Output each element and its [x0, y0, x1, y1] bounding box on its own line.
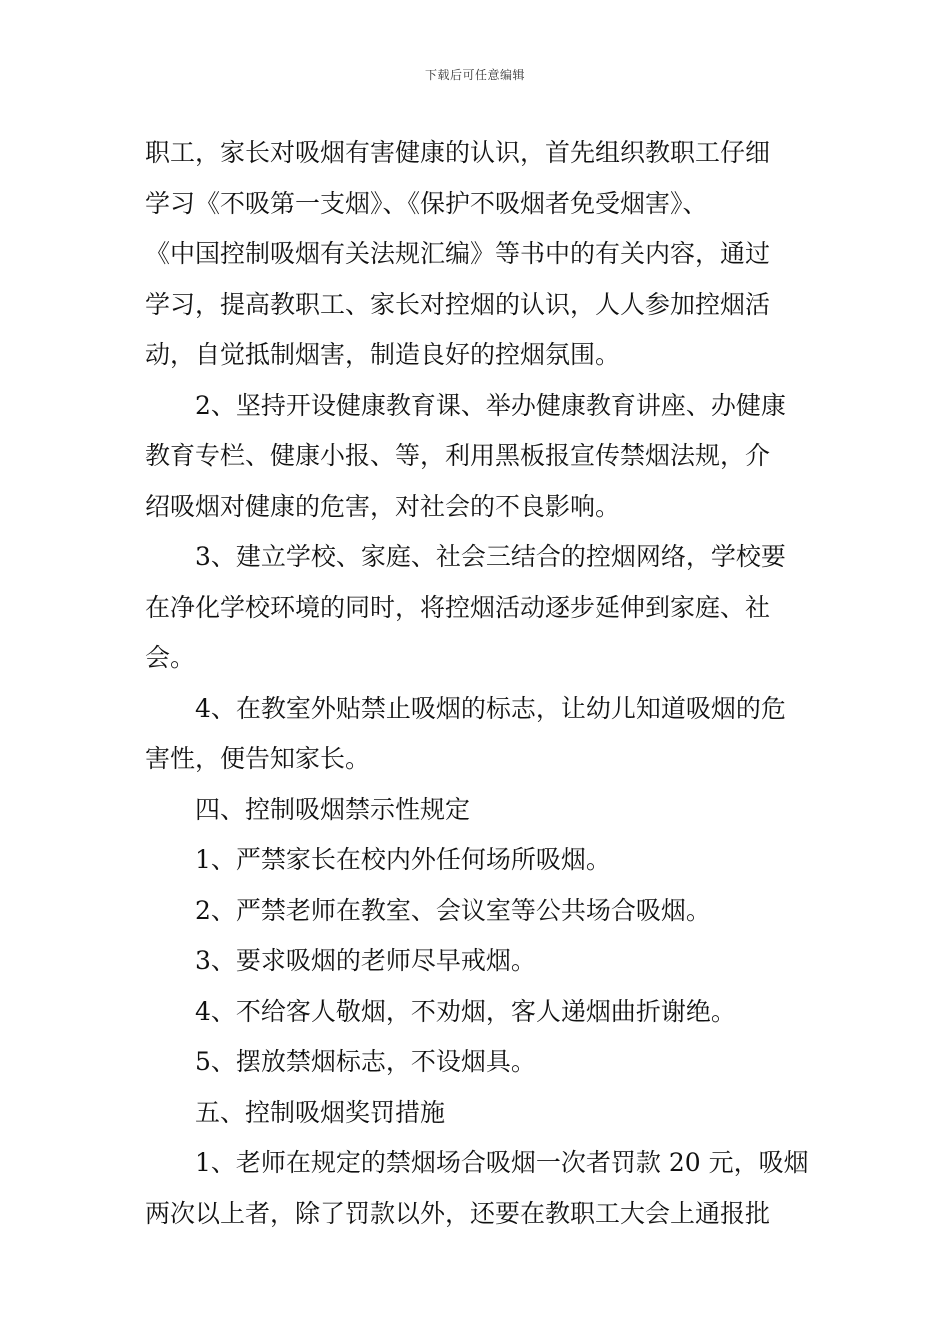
- text-line: 4、在教室外贴禁止吸烟的标志，让幼儿知道吸烟的危: [195, 693, 786, 723]
- text-line: 3、建立学校、家庭、社会三结合的控烟网络，学校要: [195, 542, 786, 571]
- section-heading: 五、控制吸烟奖罚措施: [195, 1097, 446, 1127]
- body-text: [145, 128, 810, 1239]
- text-line: 1、老师在规定的禁烟场合吸烟一次者罚款 20 元，吸烟: [195, 1148, 809, 1177]
- text-line: 教育专栏、健康小报、等，利用黑板报宣传禁烟法规，介: [145, 441, 771, 470]
- text-line: 2、严禁老师在教室、会议室等公共场合吸烟。: [195, 895, 711, 925]
- section-heading: 四、控制吸烟禁示性规定: [195, 794, 471, 824]
- text-line: 1、严禁家长在校内外任何场所吸烟。: [195, 845, 611, 874]
- text-line: 学习《不吸第一支烟》、《保护不吸烟者免受烟害》、: [145, 188, 708, 218]
- text-line: 两次以上者，除了罚款以外，还要在教职工大会上通报批: [145, 1198, 771, 1228]
- text-line: 在净化学校环境的同时，将控烟活动逐步延伸到家庭、社: [145, 592, 771, 622]
- text-line: 动，自觉抵制烟害，制造良好的控烟氛围。: [145, 340, 621, 369]
- header-note: 下载后可任意编辑: [424, 68, 525, 82]
- text-line: 职工，家长对吸烟有害健康的认识，首先组织教职工仔细: [145, 138, 771, 167]
- text-line: 学习，提高教职工、家长对控烟的认识，人人参加控烟活: [145, 289, 771, 319]
- text-line: 5、摆放禁烟标志，不设烟具。: [195, 1047, 536, 1076]
- text-line: 4、不给客人敬烟，不劝烟，客人递烟曲折谢绝。: [195, 996, 736, 1026]
- text-line: 会。: [145, 643, 196, 672]
- text-line: 害性，便告知家长。: [145, 744, 371, 773]
- text-line: 3、要求吸烟的老师尽早戒烟。: [195, 946, 536, 975]
- text-line: 绍吸烟对健康的危害，对社会的不良影响。: [145, 491, 621, 521]
- text-line: 2、坚持开设健康教育课、举办健康教育讲座、办健康: [195, 390, 786, 420]
- text-line: 《中国控制吸烟有关法规汇编》等书中的有关内容，通过: [145, 239, 771, 268]
